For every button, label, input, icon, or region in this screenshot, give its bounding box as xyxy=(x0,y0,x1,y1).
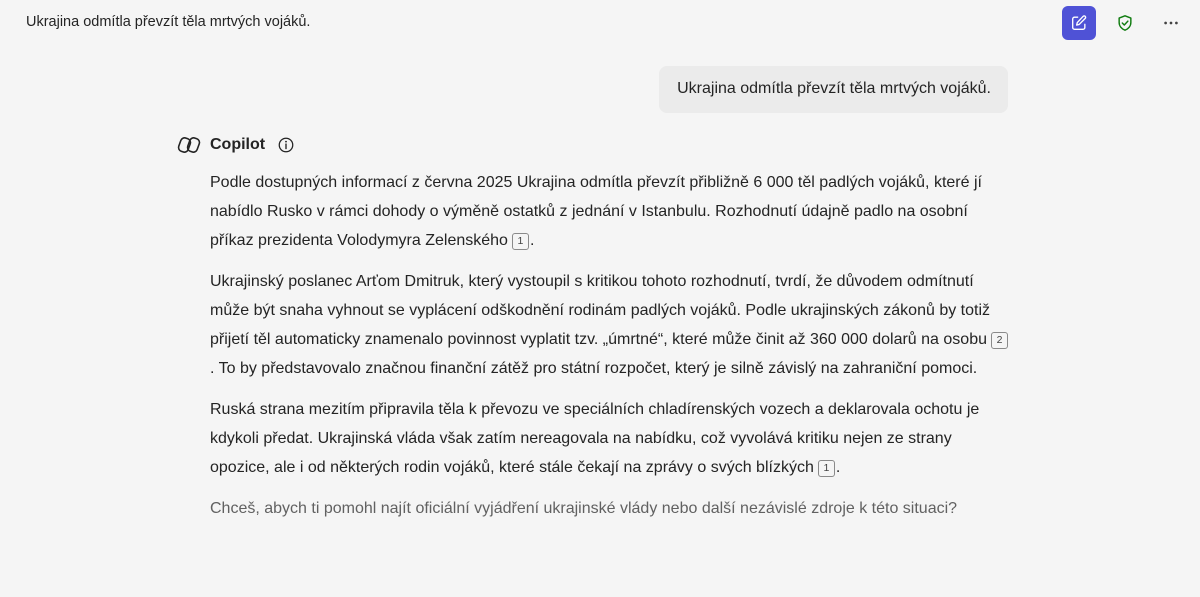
assistant-response xyxy=(210,168,1010,535)
shield-check-icon xyxy=(1116,14,1134,32)
citation-badge[interactable]: 1 xyxy=(818,460,835,477)
paragraph-text: Ukrajinský poslanec Arťom Dmitruk, který vystoupil s kritikou tohoto rozhodnutí, tvrdí, že důvodem odmítnutí může být snaha vyhnout se vyplácení odškodnění rodinám padlých vojáků. Podle ukrajinských zákonů by totiž přijetí těl automaticky znamenalo povinnost vyplatit tzv. „úmrtné“, které může činit až 360 000 dolarů na osobu xyxy=(210,273,990,348)
assistant-header xyxy=(177,133,295,157)
user-message-text: Ukrajina odmítla převzít těla mrtvých vojáků. xyxy=(677,80,991,97)
copilot-logo-icon xyxy=(177,133,201,157)
info-icon[interactable] xyxy=(277,136,295,154)
compose-icon xyxy=(1070,14,1088,32)
citation-badge[interactable]: 2 xyxy=(991,332,1008,349)
paragraph-text: . To by představovalo značnou finanční zátěž pro státní rozpočet, který je silně závislý na zahraniční pomoci. xyxy=(210,360,978,377)
citation-badge[interactable]: 1 xyxy=(512,233,529,250)
more-options-button[interactable] xyxy=(1154,6,1188,40)
top-bar xyxy=(0,0,1200,46)
response-paragraph xyxy=(210,395,1010,482)
paragraph-tail: . xyxy=(835,459,841,476)
more-horizontal-icon xyxy=(1162,14,1180,32)
conversation-title: Ukrajina odmítla převzít těla mrtvých vojáků. xyxy=(26,14,311,30)
assistant-name: Copilot xyxy=(210,136,266,153)
privacy-shield-button[interactable] xyxy=(1108,6,1142,40)
paragraph-text: Podle dostupných informací z června 2025 Ukrajina odmítla převzít přibližně 6 000 těl padlých vojáků, které jí nabídlo Rusko v rámci dohody o výměně ostatků z jednání v Istanbulu. Rozhodnutí údajně padlo na osobní příkaz prezidenta Volodymyra Zelenského xyxy=(210,174,982,249)
response-paragraph xyxy=(210,168,1010,255)
paragraph-tail: . xyxy=(529,232,535,249)
user-message-bubble xyxy=(659,66,1008,113)
new-chat-button[interactable] xyxy=(1062,6,1096,40)
followup-question: Chceš, abych ti pomohl najít oficiální vyjádření ukrajinské vlády nebo další nezávislé zdroje k této situaci? xyxy=(210,500,958,517)
header-actions xyxy=(1062,6,1188,40)
response-paragraph xyxy=(210,267,1010,383)
paragraph-text: Ruská strana mezitím připravila těla k převozu ve speciálních chladírenských vozech a deklarovala ochotu je kdykoli předat. Ukrajinská vláda však zatím nereagovala na nabídku, což vyvolává kritiku nejen ze strany opozice, ale i od některých rodin vojáků, které stále čekají na zprávy o svých blízkých xyxy=(210,401,980,476)
